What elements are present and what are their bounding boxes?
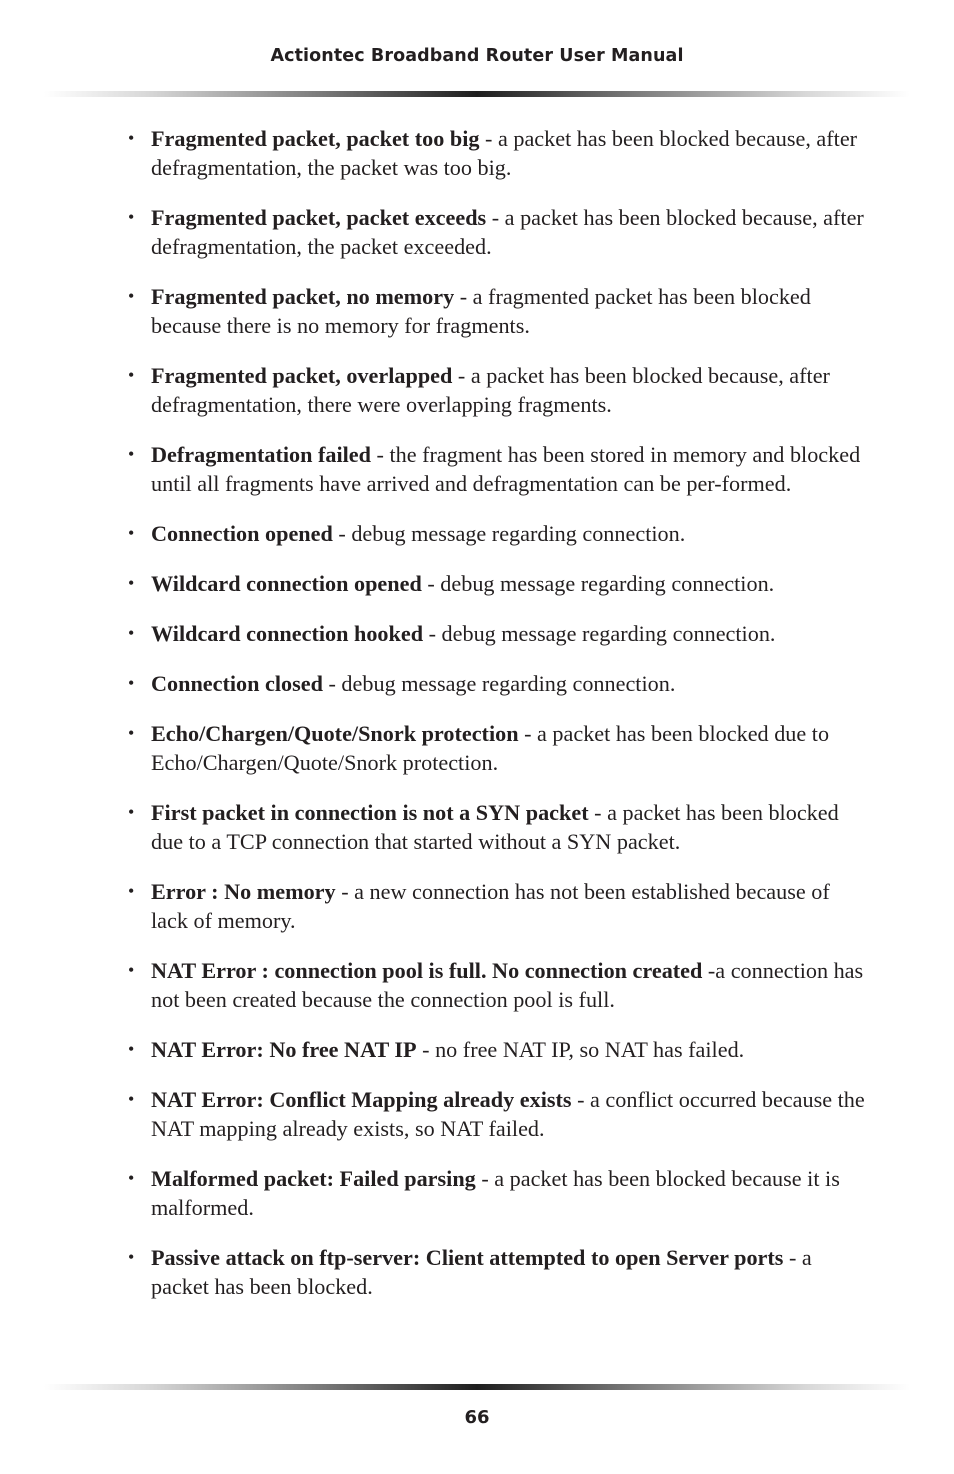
bullet-icon: • [128, 523, 135, 543]
item-term: Fragmented packet, packet too big [151, 126, 480, 151]
item-description: - the fragment has been stored in memory and blocked until all fragments have arrived and defragmentation can be per-formed. [151, 442, 861, 496]
item-term: Connection opened [151, 521, 333, 546]
bullet-icon: • [128, 960, 135, 980]
list-item [128, 569, 869, 598]
bullet-icon: • [128, 1247, 135, 1267]
item-term: Fragmented packet, overlapped [151, 363, 453, 388]
list-item [128, 282, 869, 340]
item-description: - a packet has been blocked due to Echo/Chargen/Quote/Snork protection. [151, 721, 830, 775]
bullet-icon: • [128, 673, 135, 693]
list-item [128, 1085, 869, 1143]
item-description: - a packet has been blocked. [151, 1245, 812, 1299]
item-term: NAT Error: Conflict Mapping already exists [151, 1087, 572, 1112]
item-description: - debug message regarding connection. [322, 671, 676, 696]
header-divider [44, 91, 910, 97]
item-term: Defragmentation failed [151, 442, 371, 467]
page-number: 66 [464, 1407, 490, 1428]
bullet-icon: • [128, 128, 135, 148]
bullet-icon: • [128, 1168, 135, 1188]
item-description: - no free NAT IP, so NAT has failed. [416, 1037, 745, 1062]
bullet-icon: • [128, 723, 135, 743]
list-item [128, 1035, 869, 1064]
item-description: -a connection has not been created because the connection pool is full. [151, 958, 864, 1012]
item-description: - a fragmented packet has been blocked because there is no memory for fragments. [151, 284, 811, 338]
list-item [128, 719, 869, 777]
item-description: - a packet has been blocked because, after defragmentation, there were overlapping fragments. [151, 363, 830, 417]
item-description: - debug message regarding connection. [421, 571, 775, 596]
item-term: Malformed packet: Failed parsing [151, 1166, 476, 1191]
item-term: Connection closed [151, 671, 323, 696]
list-item [128, 1243, 869, 1301]
footer-divider [44, 1384, 910, 1390]
item-description: - a packet has been blocked because it is malformed. [151, 1166, 840, 1220]
item-description: - a conflict occurred because the NAT mapping already exists, so NAT failed. [151, 1087, 865, 1141]
list-item [128, 956, 869, 1014]
list-item [128, 203, 869, 261]
item-description: - debug message regarding connection. [332, 521, 686, 546]
item-term: Echo/Chargen/Quote/Snork protection [151, 721, 519, 746]
item-term: NAT Error : connection pool is full. No connection created [151, 958, 703, 983]
item-term: Passive attack on ftp-server: Client attempted to open Server ports [151, 1245, 784, 1270]
bullet-icon: • [128, 207, 135, 227]
list-item [128, 798, 869, 856]
item-description: - debug message regarding connection. [423, 621, 776, 646]
item-description: - a packet has been blocked due to a TCP connection that started without a SYN packet. [151, 800, 839, 854]
list-item [128, 519, 869, 548]
list-item [128, 877, 869, 935]
bullet-icon: • [128, 444, 135, 464]
item-term: NAT Error: No free NAT IP [151, 1037, 417, 1062]
message-list [0, 124, 954, 1322]
item-term: First packet in connection is not a SYN packet [151, 800, 589, 825]
list-item [128, 440, 869, 498]
item-term: Fragmented packet, packet exceeds [151, 205, 487, 230]
item-term: Wildcard connection hooked [151, 621, 424, 646]
bullet-icon: • [128, 1089, 135, 1109]
bullet-icon: • [128, 623, 135, 643]
item-term: Error : No memory [151, 879, 336, 904]
bullet-icon: • [128, 1039, 135, 1059]
list-item [128, 1164, 869, 1222]
item-description: - a new connection has not been established because of lack of memory. [151, 879, 830, 933]
bullet-icon: • [128, 286, 135, 306]
item-term: Wildcard connection opened [151, 571, 422, 596]
item-term: Fragmented packet, no memory [151, 284, 455, 309]
bullet-icon: • [128, 881, 135, 901]
bullet-icon: • [128, 573, 135, 593]
list-item [128, 619, 869, 648]
list-item [128, 361, 869, 419]
item-description: - a packet has been blocked because, after defragmentation, the packet exceeded. [151, 205, 864, 259]
bullet-icon: • [128, 365, 135, 385]
item-description: - a packet has been blocked because, after defragmentation, the packet was too big. [151, 126, 858, 180]
list-item [128, 124, 869, 182]
bullet-icon: • [128, 802, 135, 822]
page-header-title: Actiontec Broadband Router User Manual [270, 46, 684, 66]
list-item [128, 669, 869, 698]
